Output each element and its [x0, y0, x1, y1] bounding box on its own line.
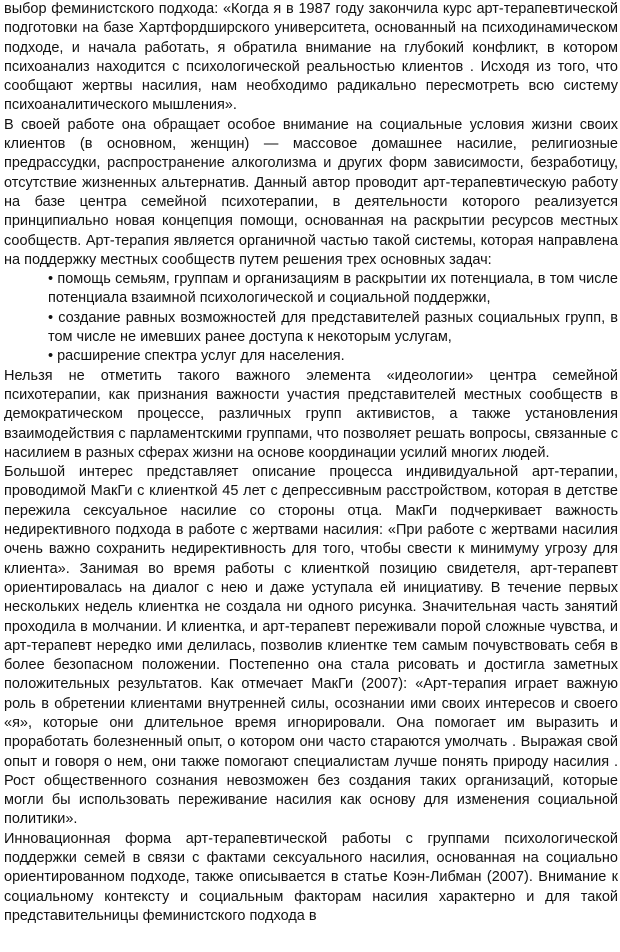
list-item: • расширение спектра услуг для населения. — [48, 348, 345, 365]
paragraph-ideology: Нельзя не отметить такого важного элемента «идеологии» центра семейной психотерапии, как признания важности участия представителей местных сообществ в демократическом процессе, различных групп активистов, а также установления взаимодействия с парламентскими группами, что позволяет решать вопросы, связанные с насилием в разных сферах жизни на основе координации усилий многих людей. — [4, 367, 618, 461]
list-item: • помощь семьям, группам и организациям в раскрытии их потенциала, в том числе потенциала взаимной психологической и социальной поддержки, — [48, 271, 618, 307]
list-item: • создание равных возможностей для представителей разных социальных групп, в том числе не имевших ранее доступа к некоторым услугам, — [48, 309, 618, 346]
paragraph-innovative-form: Инновационная форма арт-терапевтической работы с группами психологической поддержки семей в связи с фактами сексуального насилия, основанная на социально ориентированном подходе, также описывается в статье Коэн-Либман (2007). Внимание к социальному контексту и социальным факторам насилия характерно и для такой представительницы феминистского подхода в — [4, 830, 618, 924]
task-list — [4, 270, 618, 366]
paragraph-feminist-quote: выбор феминистского подхода: «Когда я в 1987 году закончила курс арт-терапевтической подготовки на базе Хартфордширского университета, основанный на психодинамическом подходе, и начала работать, я обратила внимание на глубокий конфликт, в котором психоанализ находится с психологической реальностью клиентов . Исходя из того, что сообщают жертвы насилия, нам необходимо радикально пересмотреть всю систему психоаналитического мышления». — [4, 1, 618, 114]
paragraph-social-conditions: В своей работе она обращает особое внимание на социальные условия жизни своих клиентов (в основном, женщин) — массовое домашнее насилие, религиозные предрассудки, распространение алкоголизма и других форм зависимости, безработицу, отсутствие жизненных альтернатив. Данный автор проводит арт-терапевтическую работу на базе центра семейной психотерапии, в деятельности которого реализуется принципиально новая концепция помощи, основанная на раскрытии ресурсов местных сообществ. Арт-терапия является органичной частью такой системы, которая направлена на поддержку местных сообществ путем решения трех основных задач: — [4, 116, 618, 268]
paragraph-individual-therapy: Большой интерес представляет описание процесса индивидуальной арт-терапии, проводимой МакГи с клиенткой 45 лет с депрессивным расстройством, которая в детстве пережила сексуальное насилие со стороны отца. МакГи подчеркивает важность недирективного подхода в работе с жертвами насилия: «При работе с жертвами насилия очень важно сохранить недирективность для того, чтобы свести к минимуму угрозу для клиента». Занимая во время работы с клиенткой позицию свидетеля, арт-терапевт ориентировалась на диалог с нею и даже уступала ей инициативу. В течение первых нескольких недель клиентка не создала ни одного рисунка. Значительная часть занятий проходила в молчании. И клиентка, и арт-терапевт переживали порой сложные чувства, и арт-терапевт нередко ими делилась, позволив клиентке тем самым почувствовать себя в более безопасном положении. Постепенно она стала рисовать и достигла заметных положительных результатов. Как отмечает МакГи (2007): «Арт-терапия играет важную роль в обретении клиентами внутренней силы, осознании ими своих интересов и своего «я», которые они длительное время игнорировали. Она помогает им выразить и проработать болезненный опыт, о котором они часто стараются умолчать . Выражая свой опыт и говоря о нем, они также помогают специалистам лучше понять природу насилия . Рост общественного сознания невозможен без создания таких организаций, которые могли бы использовать переживание насилия как основу для изменения социальной политики». — [4, 464, 618, 828]
